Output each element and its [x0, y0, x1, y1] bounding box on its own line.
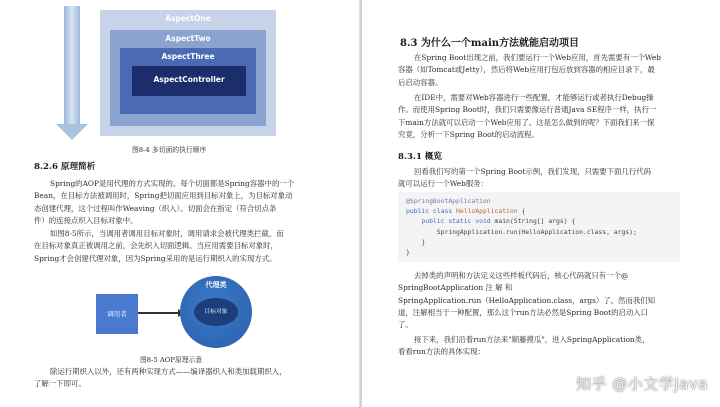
- aspect-controller-box: AspectController: [132, 66, 246, 96]
- code-line-class: public class HelloApplication {: [406, 207, 526, 216]
- code-line-run: SpringApplication.run(HelloApplication.class, args);: [406, 227, 637, 236]
- target-object-ellipse: 目标对象: [194, 298, 238, 326]
- code-line-close-method: }: [406, 237, 426, 246]
- aspect-two-box: AspectTwo: [110, 30, 266, 126]
- right-paragraph-2: 在IDE中，需要对Web容器进行一些配置，才能够运行或者执行Debug操 作。而使用Spring Boot时，我们只需要像运行普通Java SE程序一样，执行一 下main方法就可以启动一个Web应用了。这是怎么做到的呢？下面我们来一探 究竟，分析一下Spring Boot的启动流程。: [398, 93, 657, 139]
- execution-order-arrow: [64, 6, 80, 124]
- aspect-three-box: AspectThree: [120, 48, 256, 114]
- caller-box: 调用者: [96, 294, 138, 334]
- right-paragraph-5: 接下来，我们沿着run方法来"顺藤摸瓜"，进入SpringApplication类， 看看run方法的具体实现：: [398, 335, 650, 357]
- subsection-heading-8-3-1: 8.3.1 概览: [398, 152, 443, 162]
- aspect-one-box: AspectOne: [100, 10, 276, 136]
- section-heading-8-2-6: 8.2.6 原理简析: [34, 162, 96, 172]
- right-paragraph-3: 回看我们写的第一个Spring Boot示例，我们发现，只需要下面几行代码 就可以运行一个Web服务：: [398, 167, 651, 189]
- code-line-main: public static void main(String[] args) {: [406, 217, 576, 226]
- code-line-close-class: }: [406, 248, 410, 257]
- zhihu-watermark: 知乎 @小文学Java: [576, 375, 708, 393]
- fig-8-5-caption: 图8-5 AOP原理示意: [140, 356, 203, 364]
- right-paragraph-1: 在Spring Boot出现之前，我们要运行一个Web应用，首先需要有一个Web 容器（如Tomcat或Jetty），然后将Web应用打包后放到容器的相应目录下，最 后启动容器。: [398, 53, 662, 87]
- right-paragraph-4: 去掉类的声明和方法定义这些样板代码后，核心代码就只有一个@ SpringBootApplication 注 解 和 SpringApplication.run（HelloApplication.class，args）了。然而我们知 道，注解相当于一种配置，那么这个run方法必然是Spring Boot的启动入口 了。: [398, 271, 656, 330]
- paragraph-2: 如图8-5所示，当调用者调用目标对象时，调用请求会被代理类拦截，而 在目标对象真正被调用之前，会先织入切面逻辑。当应用需要目标对象时， Spring才会创建代理对象，因为Spring采用的是运行期织入的实现方式。: [34, 229, 284, 263]
- paragraph-3: 除运行期织入以外，还有两种实现方式——编译器织入和类加载期织入， 了解一下即可。: [34, 367, 287, 389]
- section-heading-8-3: 8.3 为什么一个main方法就能启动项目: [400, 38, 580, 49]
- code-line-annotation: @SpringBootApplication: [406, 197, 491, 205]
- code-block: [398, 192, 680, 262]
- paragraph-1: Spring的AOP是用代理的方式实现的。每个切面都是Spring容器中的一个 Bean，在目标方法被调用时，Spring把切面应用到目标对象上，为目标对象动 态创建代理，这个过程叫作Weaving（织入）。切面会在指定（符合切点条 件）的连接点织入目标对象中。: [34, 179, 295, 225]
- call-arrow: [138, 312, 180, 314]
- execution-order-arrow-head: [56, 124, 88, 140]
- proxy-class-label: 代理类: [205, 281, 227, 289]
- fig-8-4-caption: 图8-4 多切面的执行顺序: [132, 146, 207, 154]
